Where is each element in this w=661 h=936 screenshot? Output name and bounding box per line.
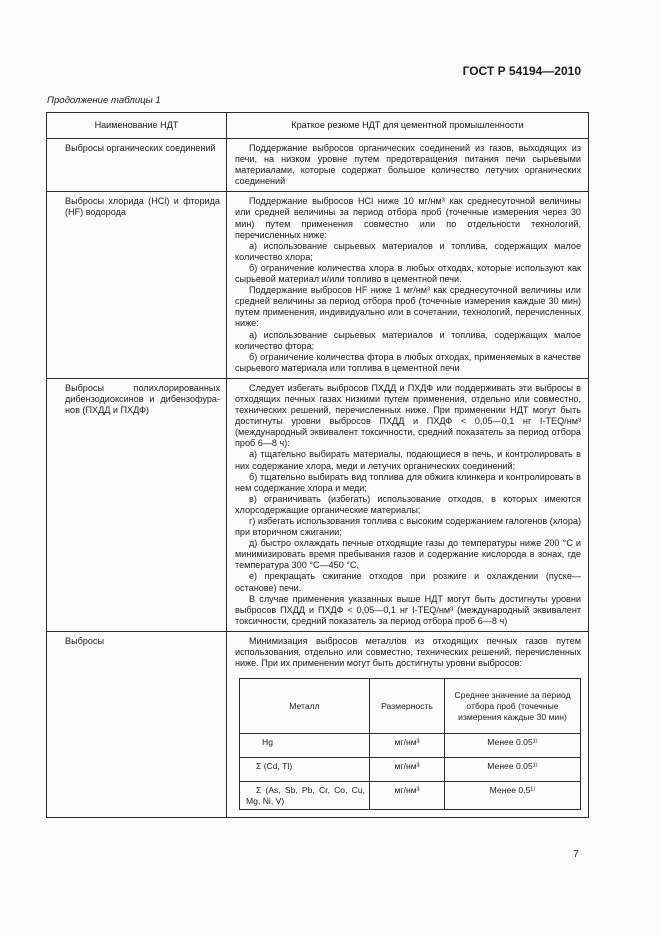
summary-paragraph: б) тщательно выбирать вид топлива для обжига клинкера и контролировать в нем содержание хлора и меди;: [235, 471, 581, 493]
metals-table: [239, 678, 581, 810]
summary-paragraph: д) быстро охлаждать печные отходящие газы до температуры ниже 200 °С и минимизировать время пребывания газов и содержание кислорода в зонах, где температура 300 °С—450 °С,: [235, 538, 581, 571]
row-name: Выбросы органических соединений: [47, 139, 227, 192]
metal-name: Hg: [240, 734, 370, 758]
table-caption: Продолжение таблицы 1: [47, 95, 161, 106]
row-name: Выбросы хлорида (HCl) и фторида (HF) водорода: [47, 192, 227, 379]
summary-paragraph: Минимизация выбросов металлов из отходящих печных газов путем использования, отдельно или совместно, технических решений, перечисленных ниже. При их применении могут быть достигнуты уровни выбросов:: [235, 635, 581, 669]
metal-value: Менее 0.05¹⁾: [445, 734, 581, 758]
metals-col-value: Среднее значение за период отбора проб (точечные измерения каждые 30 мин): [445, 679, 581, 734]
summary-paragraph: а) тщательно выбирать материалы, подающиеся в печь, и контролировать в них содержание хлора, меди и летучих органических соединений;: [235, 449, 581, 471]
summary-paragraph: б) ограничение количества фтора в любых отходах, применяемых в качестве сырьевого материала или топлива в цементной печи: [235, 351, 581, 373]
metals-row: [240, 758, 581, 782]
summary-paragraph: Поддержание выбросов HCl ниже 10 мг/нм³ как среднесуточной величины или средней величины за период отбора проб (точечные измерения через 30 мин) путем применения совместно или по отдельности технологий, перечисленных ниже:: [235, 196, 581, 240]
table-header-row: [47, 113, 589, 139]
metals-row: [240, 782, 581, 810]
row-name: Выбросы полихлорированных дибензодиоксинов и дибензофуранов (ПХДД и ПХДФ): [47, 378, 227, 631]
row-summary: [227, 631, 589, 817]
summary-paragraph: а) использование сырьевых материалов и топлива, содержащих малое количество хлора;: [235, 240, 581, 262]
metals-col-unit: Размерность: [370, 679, 445, 734]
summary-paragraph: г) избегать использования топлива с высоким содержанием галогенов (хлора) при вторичном сжигании;: [235, 516, 581, 538]
table-row: [47, 139, 589, 192]
table-row: [47, 378, 589, 631]
col1-header: Наименование НДТ: [47, 113, 227, 139]
page-number: 7: [573, 848, 579, 860]
metal-name: Σ (Cd, Tl): [240, 758, 370, 782]
summary-paragraph: а) использование сырьевых материалов и топлива, содержащих малое количество фтора;: [235, 329, 581, 351]
table-row: [47, 631, 589, 817]
metal-unit: мг/нм³: [370, 734, 445, 758]
row-summary: [227, 192, 589, 379]
row-summary: [227, 378, 589, 631]
metal-value: Менее 0.05¹⁾: [445, 758, 581, 782]
col2-header: Краткое резюме НДТ для цементной промышленности: [227, 113, 589, 139]
summary-paragraph: В случае применения указанных выше НДТ могут быть достигнуты уровни выбросов ПХДД и ПХДФ < 0,05—0,1 нг I-TEQ/нм³ (международный эквивалент токсичности, средний показатель за период отбора проб 6—8 ч): [235, 593, 581, 626]
row-summary: [227, 139, 589, 192]
summary-paragraph: Следует избегать выбросов ПХДД и ПХДФ или поддерживать эти выбросы в отходящих печных газах низкими путем применения, отдельно или совместно, технических решений, перечисленных ниже. При применении НДТ могут быть достигнуты уровни выбросов ПХДД и ПХДФ < 0,05—0,1 нг I-TEQ/нм³ (международный эквивалент токсичности, средний показатель за период отбора проб 6—8 ч):: [235, 382, 581, 449]
metals-header-row: [240, 679, 581, 734]
bat-table: [46, 112, 589, 818]
summary-paragraph: Поддержание выбросов HF ниже 1 мг/нм³ как среднесуточной величины или средней величины за период отбора проб (точечные измерения каждые 30 мин) путем применения, индивидуально или в сочетании, технологий, перечисленных ниже:: [235, 285, 581, 329]
metal-value: Менее 0.5¹⁾: [445, 782, 581, 810]
summary-paragraph: Поддержание выбросов органических соединений из газов, выходящих из печи, на низком уровне путем предотвращения питания печи сырьевыми материалами, которые содержат большое количество летучих органических соединений: [235, 143, 581, 187]
summary-paragraph: е) прекращать сжигание отходов при розжиге и охлаждении (пуске—останове) печи.: [235, 571, 581, 593]
metals-col-metal: Металл: [240, 679, 370, 734]
row-name: Выбросы: [47, 631, 227, 817]
standard-header: ГОСТ Р 54194—2010: [462, 64, 581, 78]
metal-unit: мг/нм³: [370, 758, 445, 782]
metal-unit: мг/нм³: [370, 782, 445, 810]
summary-paragraph: б) ограничение количества хлора в любых отходах, которые используют как сырьевой материал и/или топливо в цементной печи.: [235, 262, 581, 285]
table-row: [47, 192, 589, 379]
metals-row: [240, 734, 581, 758]
metal-name: Σ (As, Sb, Pb, Cr, Co, Cu, Mg, Ni, V): [240, 782, 370, 810]
summary-paragraph: в) ограничивать (избегать) использование отходов, в которых имеются хлорсодержащие органические материалы;: [235, 493, 581, 515]
